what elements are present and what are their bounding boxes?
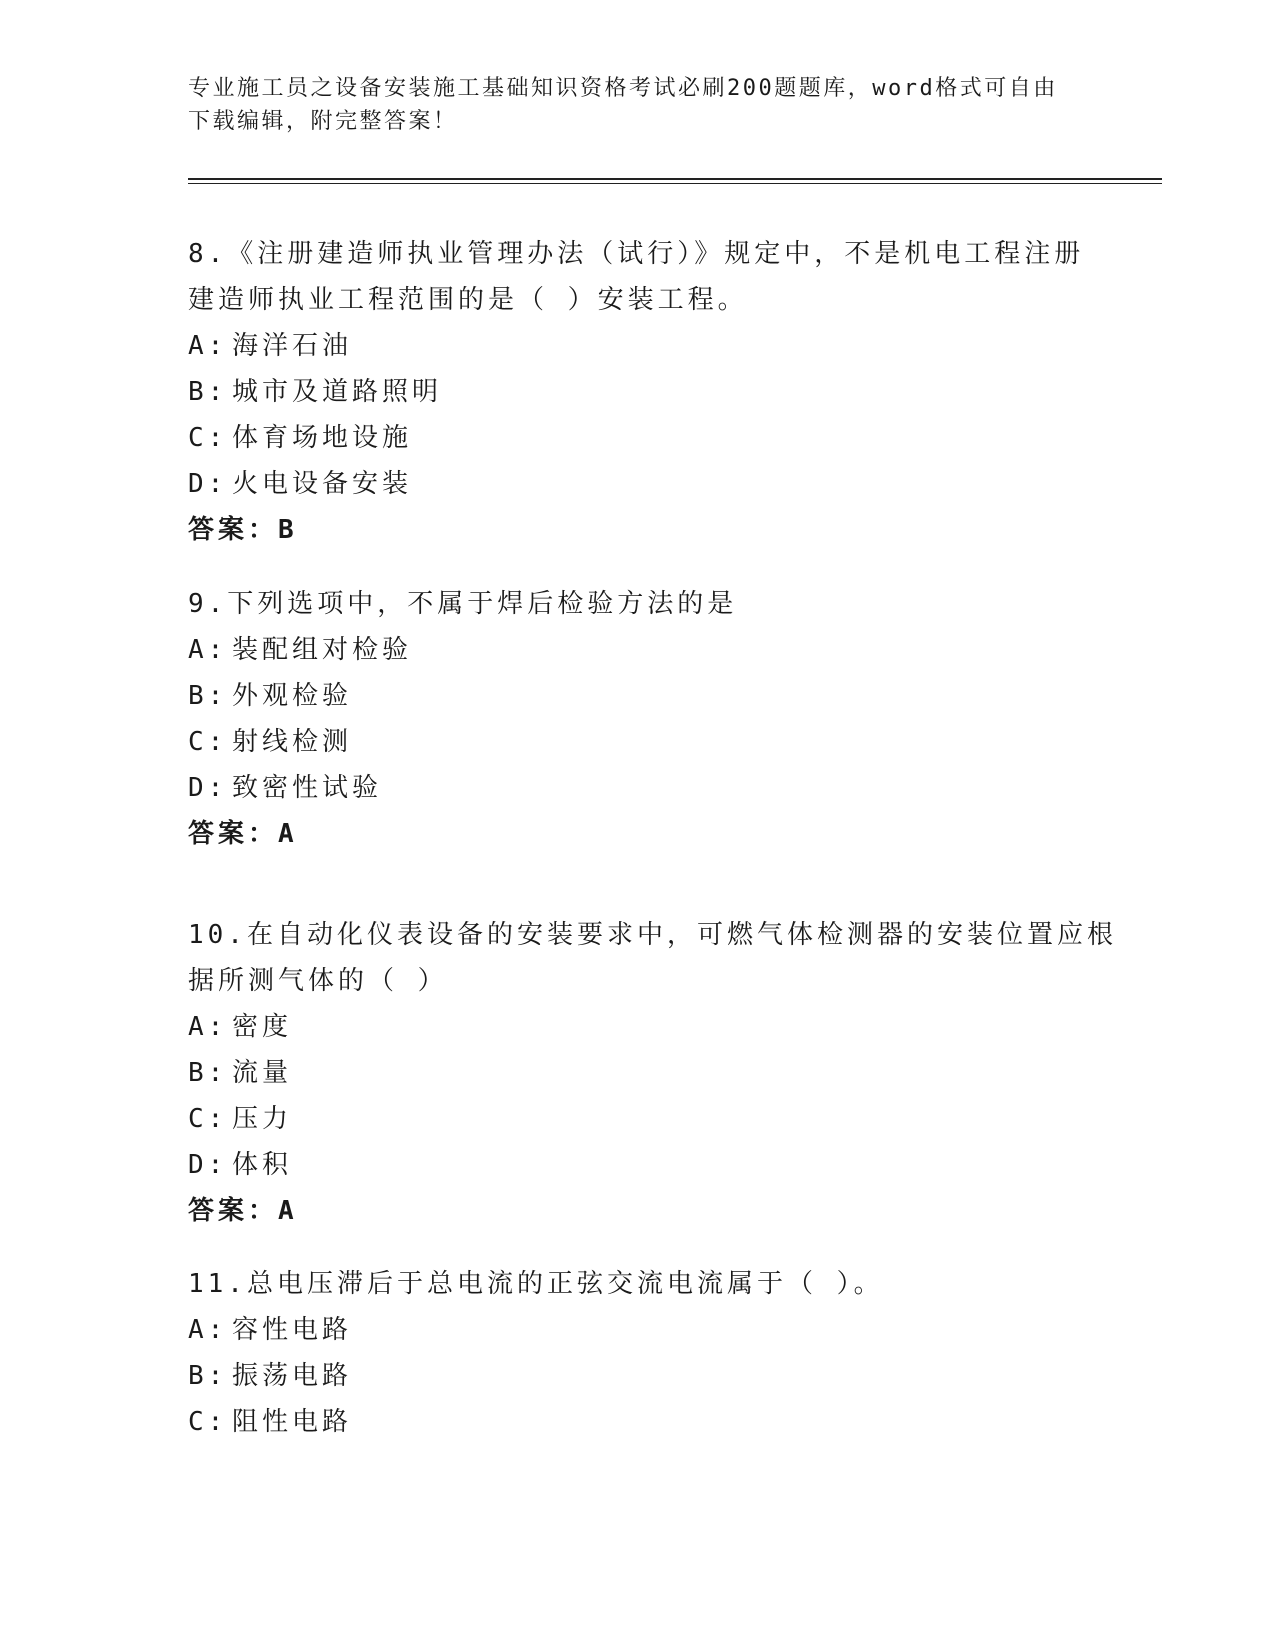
- option-a: A: 装配组对检验: [188, 635, 413, 665]
- option-b: B: 城市及道路照明: [188, 377, 443, 407]
- header-line-1: 专业施工员之设备安装施工基础知识资格考试必刷200题题库，word格式可自由: [188, 76, 1058, 101]
- question-stem-line: 9.下列选项中，不属于焊后检验方法的是: [188, 589, 738, 619]
- question-8: [188, 231, 1088, 553]
- answer-line: 答案：A: [188, 819, 296, 849]
- question-stem-line: 8.《注册建造师执业管理办法（试行）》规定中，不是机电工程注册: [188, 239, 1085, 269]
- answer-line: 答案：B: [188, 515, 296, 545]
- option-b: B: 振荡电路: [188, 1361, 353, 1391]
- option-d: D: 致密性试验: [188, 773, 383, 803]
- option-c: C: 射线检测: [188, 727, 353, 757]
- option-a: A: 容性电路: [188, 1315, 353, 1345]
- option-d: D: 体积: [188, 1150, 293, 1180]
- header-divider-thin: [188, 183, 1162, 184]
- question-9: [188, 581, 1088, 857]
- question-10: [188, 912, 1117, 1234]
- question-stem-line: 据所测气体的（ ）: [188, 966, 448, 996]
- document-header: [188, 72, 1068, 138]
- option-d: D: 火电设备安装: [188, 469, 413, 499]
- option-b: B: 流量: [188, 1058, 293, 1088]
- option-c: C: 压力: [188, 1104, 293, 1134]
- question-stem-line: 10.在自动化仪表设备的安装要求中，可燃气体检测器的安装位置应根: [188, 920, 1117, 950]
- option-a: A: 海洋石油: [188, 331, 353, 361]
- option-c: C: 阻性电路: [188, 1407, 353, 1437]
- option-a: A: 密度: [188, 1012, 293, 1042]
- header-divider-thick: [188, 178, 1162, 180]
- question-stem-line: 建造师执业工程范围的是（ ）安装工程。: [188, 285, 748, 315]
- option-c: C: 体育场地设施: [188, 423, 413, 453]
- question-11: [188, 1261, 1088, 1445]
- answer-line: 答案：A: [188, 1196, 296, 1226]
- question-stem-line: 11.总电压滞后于总电流的正弦交流电流属于（ ）。: [188, 1269, 884, 1299]
- option-b: B: 外观检验: [188, 681, 353, 711]
- header-line-2: 下载编辑，附完整答案！: [188, 109, 458, 134]
